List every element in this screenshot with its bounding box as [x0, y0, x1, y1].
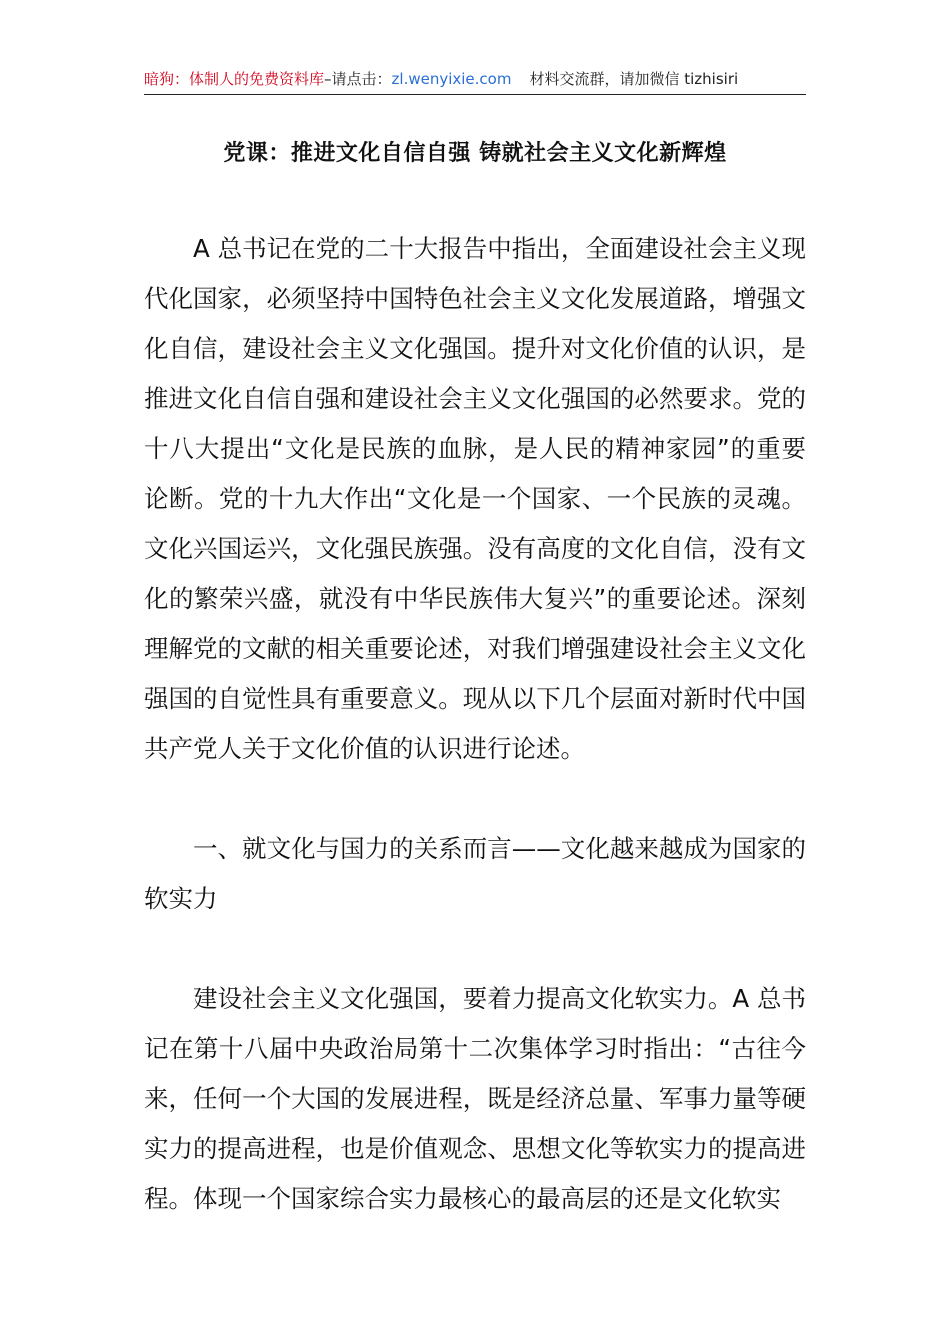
- paragraph-section-1: 建设社会主义文化强国，要着力提高文化软实力。A 总书记在第十八届中央政治局第十二次集体学习时指出：“古往今来，任何一个大国的发展进程，既是经济总量、军事力量等硬实力的提高进程，也是价值观念、思想文化等软实力的提高进程。体现一个国家综合实力最核心的最高层的还是文化软实: [144, 984, 806, 1213]
- paragraph-intro: A 总书记在党的二十大报告中指出，全面建设社会主义现代化国家，必须坚持中国特色社会主义文化发展道路，增强文化自信，建设社会主义文化强国。提升对文化价值的认识，是推进文化自信自强和建设社会主义文化强国的必然要求。党的十八大提出“文化是民族的血脉，是人民的精神家园”的重要论断。党的十九大作出“文化是一个国家、一个民族的灵魂。文化兴国运兴，文化强民族强。没有高度的文化自信，没有文化的繁荣兴盛，就没有中华民族伟大复兴”的重要论述。深刻理解党的文献的相关重要论述，对我们增强建设社会主义文化强国的自觉性具有重要意义。现从以下几个层面对新时代中国共产党人关于文化价值的认识进行论述。: [144, 234, 806, 763]
- header-link[interactable]: zl.wenyixie.com: [391, 70, 512, 88]
- document-title: 党课：推进文化自信自强 铸就社会主义文化新辉煌: [223, 141, 727, 166]
- header-brand: 暗狗：体制人的免费资料库: [144, 70, 325, 88]
- header-prompt: –请点击：: [324, 70, 392, 88]
- page-header: [144, 68, 806, 95]
- section-heading-1: 一、就文化与国力的关系而言——文化越来越成为国家的软实力: [144, 834, 806, 913]
- header-wechat-note: 材料交流群，请加微信 tizhisiri: [529, 70, 739, 88]
